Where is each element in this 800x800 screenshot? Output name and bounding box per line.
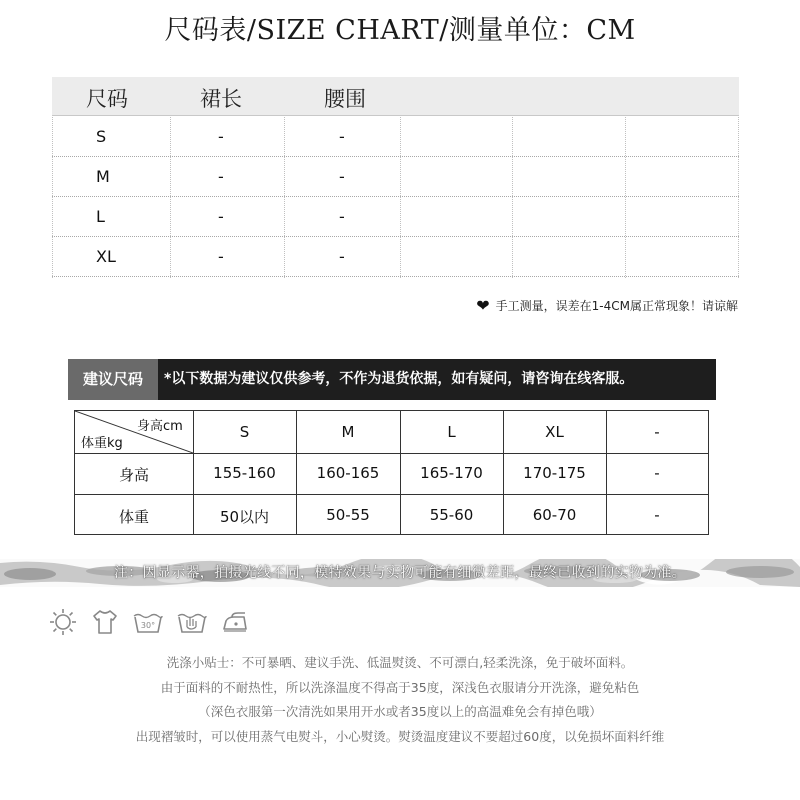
table-row: [52, 237, 739, 277]
column-header: XL: [545, 423, 564, 441]
measure-note: [476, 297, 738, 314]
weight-cell: 50以内: [219, 508, 270, 526]
divider: [738, 117, 739, 278]
divider: [400, 117, 401, 278]
iron-icon: [220, 607, 250, 637]
size-cell: S: [96, 127, 107, 146]
waist-cell: -: [339, 167, 345, 186]
hand-wash-icon: [176, 607, 208, 637]
table-row: [52, 197, 739, 237]
header-size: 尺码: [86, 87, 128, 111]
divider: [625, 117, 626, 278]
corner-height-label: 身高cm: [137, 419, 183, 434]
size-chart-header: [52, 77, 739, 116]
waist-cell: -: [339, 207, 345, 226]
row-label-height: 身高: [118, 466, 149, 484]
height-cell: 155-160: [213, 464, 276, 482]
divider: [170, 117, 171, 278]
wash-30-icon: [132, 607, 164, 637]
header-waist: 腰围: [324, 87, 366, 111]
heart-icon: ❤: [476, 295, 490, 315]
height-cell: -: [654, 464, 660, 482]
wash-temp-label: 30°: [140, 621, 156, 630]
care-icons-row: [48, 607, 250, 637]
header-length: 裙长: [200, 87, 242, 111]
height-cell: 165-170: [420, 464, 483, 482]
divider: [75, 453, 708, 454]
column-header: -: [654, 423, 660, 441]
weight-cell: -: [654, 506, 660, 524]
table-row: [52, 157, 739, 197]
page-title: 尺码表/SIZE CHART/测量单位：CM: [164, 15, 636, 46]
waist-cell: -: [339, 127, 345, 146]
length-cell: -: [218, 167, 224, 186]
size-cell: M: [96, 167, 110, 186]
sun-icon: [48, 607, 78, 637]
divider: [512, 117, 513, 278]
recommendation-note: *以下数据为建议仅供参考，不作为退货依据，如有疑问，请咨询在线客服。: [164, 371, 634, 387]
column-header: M: [341, 423, 355, 441]
recommendation-label: 建议尺码: [68, 359, 158, 400]
disclaimer-text: 注：因显示器，拍摄光线不同，模特效果与实物可能有细微差距，最终已收到的实物为准。: [114, 565, 686, 581]
measure-note-text: 手工测量，误差在1-4CM属正常现象！请谅解: [495, 299, 738, 313]
height-cell: 170-175: [523, 464, 586, 482]
size-chart-table: [52, 77, 739, 278]
care-tip: 出现褶皱时，可以使用蒸气电熨斗，小心熨烫。熨烫温度建议不要超过60度，以免损坏面料纤维: [135, 729, 665, 744]
row-label-weight: 体重: [118, 508, 149, 526]
size-cell: XL: [96, 247, 116, 266]
recommendation-banner: [68, 359, 716, 400]
size-cell: L: [96, 207, 105, 226]
corner-weight-label: 体重kg: [81, 436, 123, 451]
care-tip: （深色衣服第一次清洗如果用开水或者35度以上的高温难免会有掉色哦）: [198, 704, 602, 719]
weight-cell: 55-60: [429, 506, 474, 524]
waist-cell: -: [339, 247, 345, 266]
height-cell: 160-165: [316, 464, 380, 482]
divider: [52, 117, 53, 278]
length-cell: -: [218, 247, 224, 266]
divider: [284, 117, 285, 278]
care-tip: 由于面料的不耐热性，所以洗涤温度不得高于35度，深浅色衣服请分开洗涤，避免粘色: [160, 680, 640, 695]
column-header: S: [239, 423, 250, 441]
divider: [75, 494, 708, 495]
care-tip: 洗涤小贴士：不可暴晒、建议手洗、低温熨烫、不可漂白,轻柔洗涤，免于破坏面料。: [166, 655, 634, 670]
length-cell: -: [218, 207, 224, 226]
weight-cell: 60-70: [532, 506, 577, 524]
length-cell: -: [218, 127, 224, 146]
recommendation-table: [74, 410, 709, 535]
column-header: L: [447, 423, 456, 441]
weight-cell: 50-55: [326, 506, 370, 524]
shirt-icon: [90, 607, 120, 637]
table-row: [52, 117, 739, 157]
